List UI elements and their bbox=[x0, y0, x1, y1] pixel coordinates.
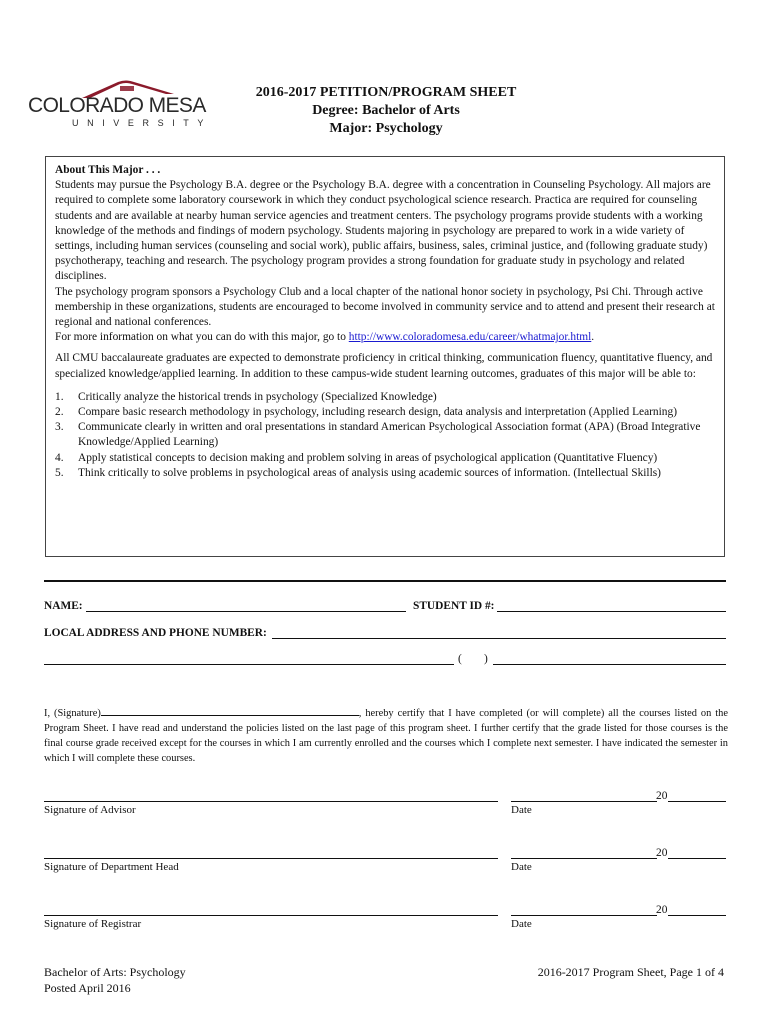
outcome-text: Think critically to solve problems in psychological areas of analysis using academic sources of information. (Intellectual Skills) bbox=[78, 466, 661, 479]
more-info-suffix: . bbox=[591, 331, 595, 344]
university-logo bbox=[28, 78, 228, 134]
registrar-year-prefix: 20 bbox=[656, 904, 668, 916]
phone-number-field[interactable] bbox=[493, 664, 726, 665]
more-info-link[interactable]: http://www.coloradomesa.edu/career/whatmajor.html bbox=[348, 331, 592, 344]
section-divider bbox=[44, 580, 726, 582]
advisor-date-field[interactable] bbox=[511, 801, 657, 802]
dept-head-year-prefix: 20 bbox=[656, 847, 668, 859]
dept-head-date-label: Date bbox=[511, 861, 532, 873]
footer-program-name: Bachelor of Arts: Psychology bbox=[44, 965, 186, 979]
outcome-item bbox=[55, 420, 716, 450]
title-line-3: Major: Psychology bbox=[329, 121, 443, 136]
learning-outcomes-list bbox=[55, 390, 716, 481]
address-label: LOCAL ADDRESS AND PHONE NUMBER: bbox=[44, 627, 267, 639]
registrar-date-label: Date bbox=[511, 918, 532, 930]
student-signature-field[interactable] bbox=[101, 705, 359, 716]
page-title bbox=[236, 84, 536, 138]
outcome-item bbox=[55, 390, 716, 405]
about-major-box bbox=[45, 156, 725, 557]
outcome-number: 5. bbox=[55, 466, 64, 479]
outcome-text: Communicate clearly in written and oral presentations in standard American Psychological Association format (APA) (Broad Integrative Knowledge/Applied Learning) bbox=[78, 421, 701, 449]
advisor-signature-field[interactable] bbox=[44, 801, 498, 802]
footer-left bbox=[44, 964, 186, 996]
advisor-signature-label: Signature of Advisor bbox=[44, 804, 136, 816]
outcome-text: Apply statistical concepts to decision making and problem solving in areas of psychological application (Quantitative Fluency) bbox=[78, 451, 658, 464]
outcome-number: 2. bbox=[55, 406, 64, 419]
student-id-field[interactable] bbox=[497, 611, 726, 612]
registrar-signature-field[interactable] bbox=[44, 915, 498, 916]
outcome-number: 3. bbox=[55, 421, 64, 434]
advisor-date-label: Date bbox=[511, 804, 532, 816]
more-info-text bbox=[55, 330, 716, 345]
certification-statement bbox=[44, 705, 728, 766]
name-label: NAME: bbox=[44, 600, 83, 612]
outcome-text: Compare basic research methodology in psychology, including research design, data analysis and interpretation (Applied Learning) bbox=[78, 406, 677, 419]
dept-head-signature-label: Signature of Department Head bbox=[44, 861, 179, 873]
dept-head-signature-field[interactable] bbox=[44, 858, 498, 859]
title-line-2: Degree: Bachelor of Arts bbox=[312, 103, 460, 118]
logo-wordmark: COLORADO MESA bbox=[28, 94, 206, 117]
certification-prefix: I, (Signature) bbox=[44, 708, 101, 719]
registrar-year-field[interactable] bbox=[668, 915, 726, 916]
logo-subtext: UNIVERSITY bbox=[72, 118, 213, 128]
registrar-signature-label: Signature of Registrar bbox=[44, 918, 142, 930]
about-paragraph-3: All CMU baccalaureate graduates are expected to demonstrate proficiency in critical thinking, communication fluency, quantitative fluency, and specialized knowledge/applied learning. In addition to these campus-wide student learning outcomes, graduates of this major will be able to: bbox=[55, 352, 713, 380]
address-field-line-2[interactable] bbox=[44, 664, 454, 665]
address-field[interactable] bbox=[272, 638, 726, 639]
outcome-item bbox=[55, 405, 716, 420]
outcome-item bbox=[55, 466, 716, 481]
title-line-1: 2016-2017 PETITION/PROGRAM SHEET bbox=[255, 85, 517, 100]
certification-text: , hereby certify that I have completed (or will complete) all the courses listed on the Program Sheet. I have read and understand the policies listed on the last page of this program sheet. I further certify that the grade listed for those courses is the final course grade received except for the courses in which I am currently enrolled and the courses which I complete next semester. I have indicated the semester in which I will complete these courses. bbox=[44, 708, 728, 764]
phone-open-paren: ( bbox=[458, 653, 462, 665]
advisor-year-prefix: 20 bbox=[656, 790, 668, 802]
about-paragraph-1: Students may pursue the Psychology B.A. degree or the Psychology B.A. degree with a concentration in Counseling Psychology. All majors are required to complete some laboratory coursework in which they conduct psychological science research. Practica are required for counseling students and are available at nearby human service agencies and treatment centers. The psychology programs provide students with a working knowledge of the methods and findings of modern psychology. Students majoring in psychology are prepared to work in a wide variety of settings, including human services (counseling and social work), public affairs, business, sales, criminal justice, and (following graduate study) psychotherapy, teaching and research. The psychology program provides a strong foundation for graduate study in psychology and related disciplines. bbox=[55, 179, 711, 283]
dept-head-year-field[interactable] bbox=[668, 858, 726, 859]
footer-posted-date: Posted April 2016 bbox=[44, 981, 131, 995]
outcome-number: 1. bbox=[55, 390, 64, 403]
outcome-number: 4. bbox=[55, 451, 64, 464]
registrar-date-field[interactable] bbox=[511, 915, 657, 916]
footer-page-number: 2016-2017 Program Sheet, Page 1 of 4 bbox=[537, 965, 724, 979]
phone-close-paren: ) bbox=[484, 653, 488, 665]
outcome-item bbox=[55, 451, 716, 466]
name-field[interactable] bbox=[86, 611, 406, 612]
dept-head-date-field[interactable] bbox=[511, 858, 657, 859]
about-heading: About This Major . . . bbox=[55, 164, 161, 176]
student-id-label: STUDENT ID #: bbox=[413, 600, 495, 612]
outcome-text: Critically analyze the historical trends in psychology (Specialized Knowledge) bbox=[78, 390, 437, 403]
more-info-prefix: For more information on what you can do with this major, go to bbox=[55, 331, 349, 344]
advisor-year-field[interactable] bbox=[668, 801, 726, 802]
about-paragraph-2: The psychology program sponsors a Psychology Club and a local chapter of the national honor society in psychology, Psi Chi. Through active membership in these organizations, students are encouraged to become involved in community service and to attend and present their research at regional and national conferences. bbox=[55, 285, 715, 329]
